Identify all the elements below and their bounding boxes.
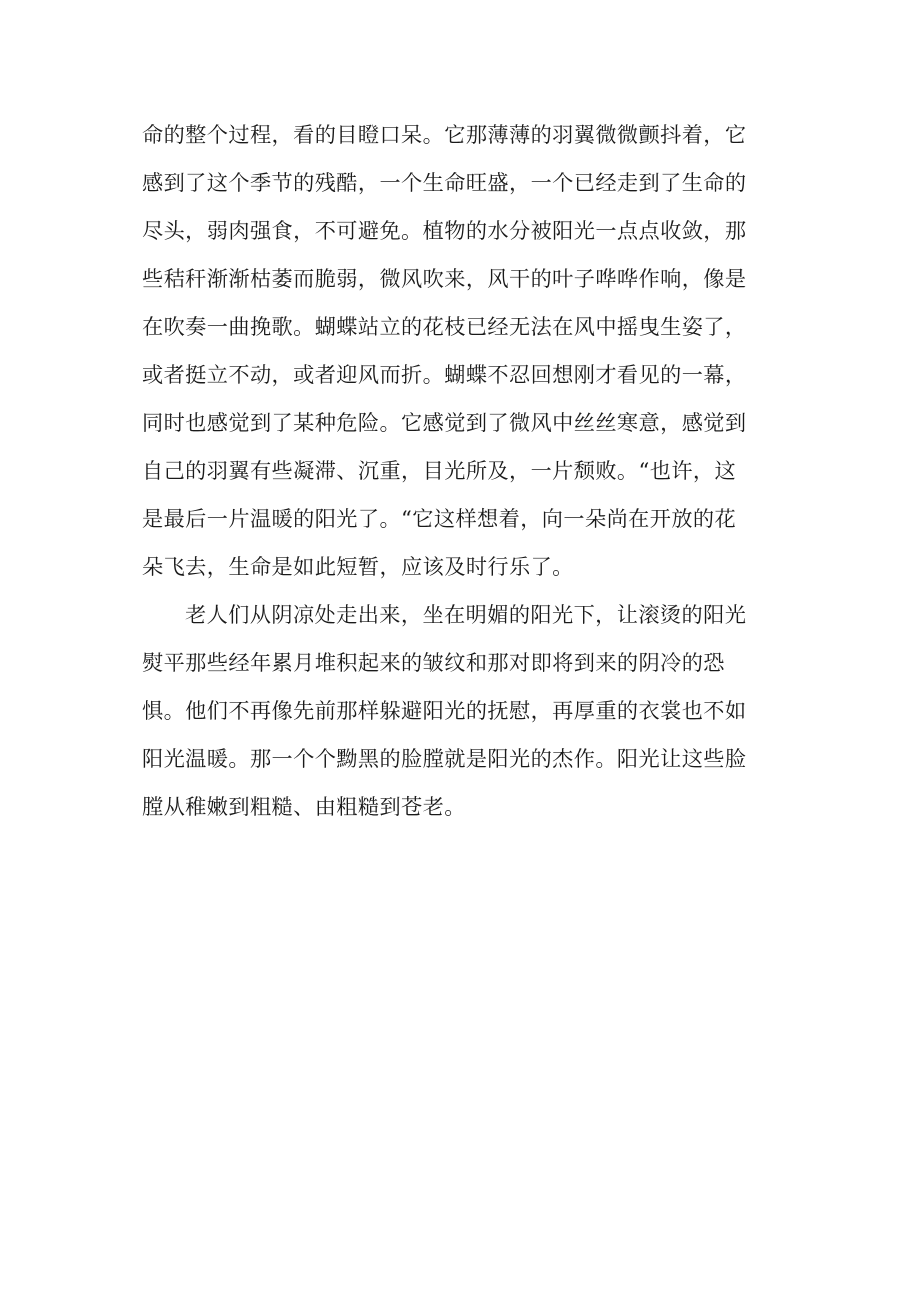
text-line: 惧。他们不再像先前那样躲避阳光的抚慰，再厚重的衣裳也不如 bbox=[142, 698, 747, 723]
text-line: 些秸秆渐渐枯萎而脆弱，微风吹来，风干的叶子哗哗作响，像是 bbox=[142, 266, 747, 291]
text-line: 老人们从阴凉处走出来，坐在明媚的阳光下，让滚烫的阳光 bbox=[185, 602, 747, 627]
paragraph-1 bbox=[142, 111, 788, 591]
paragraph-2 bbox=[142, 591, 788, 831]
text-line: 命的整个过程，看的目瞪口呆。它那薄薄的羽翼微微颤抖着，它 bbox=[142, 122, 747, 147]
body-text bbox=[142, 111, 788, 831]
text-line: 朵飞去，生命是如此短暂，应该及时行乐了。 bbox=[142, 554, 574, 579]
text-line: 在吹奏一曲挽歌。蝴蝶站立的花枝已经无法在风中摇曳生姿了， bbox=[142, 314, 747, 339]
text-line: 是最后一片温暖的阳光了。“它这样想着，向一朵尚在开放的花 bbox=[142, 506, 737, 531]
text-line: 感到了这个季节的残酷，一个生命旺盛，一个已经走到了生命的 bbox=[142, 170, 747, 195]
text-line: 阳光温暖。那一个个黝黑的脸膛就是阳光的杰作。阳光让这些脸 bbox=[142, 746, 747, 771]
text-line: 尽头，弱肉强食，不可避免。植物的水分被阳光一点点收敛，那 bbox=[142, 218, 747, 243]
text-line: 自己的羽翼有些凝滞、沉重，目光所及，一片颓败。“也许，这 bbox=[142, 458, 737, 483]
text-line: 熨平那些经年累月堆积起来的皱纹和那对即将到来的阴冷的恐 bbox=[142, 650, 725, 675]
text-line: 或者挺立不动，或者迎风而折。蝴蝶不忍回想刚才看见的一幕， bbox=[142, 362, 747, 387]
text-line: 同时也感觉到了某种危险。它感觉到了微风中丝丝寒意，感觉到 bbox=[142, 410, 747, 435]
text-line: 膛从稚嫩到粗糙、由粗糙到苍老。 bbox=[142, 794, 466, 819]
